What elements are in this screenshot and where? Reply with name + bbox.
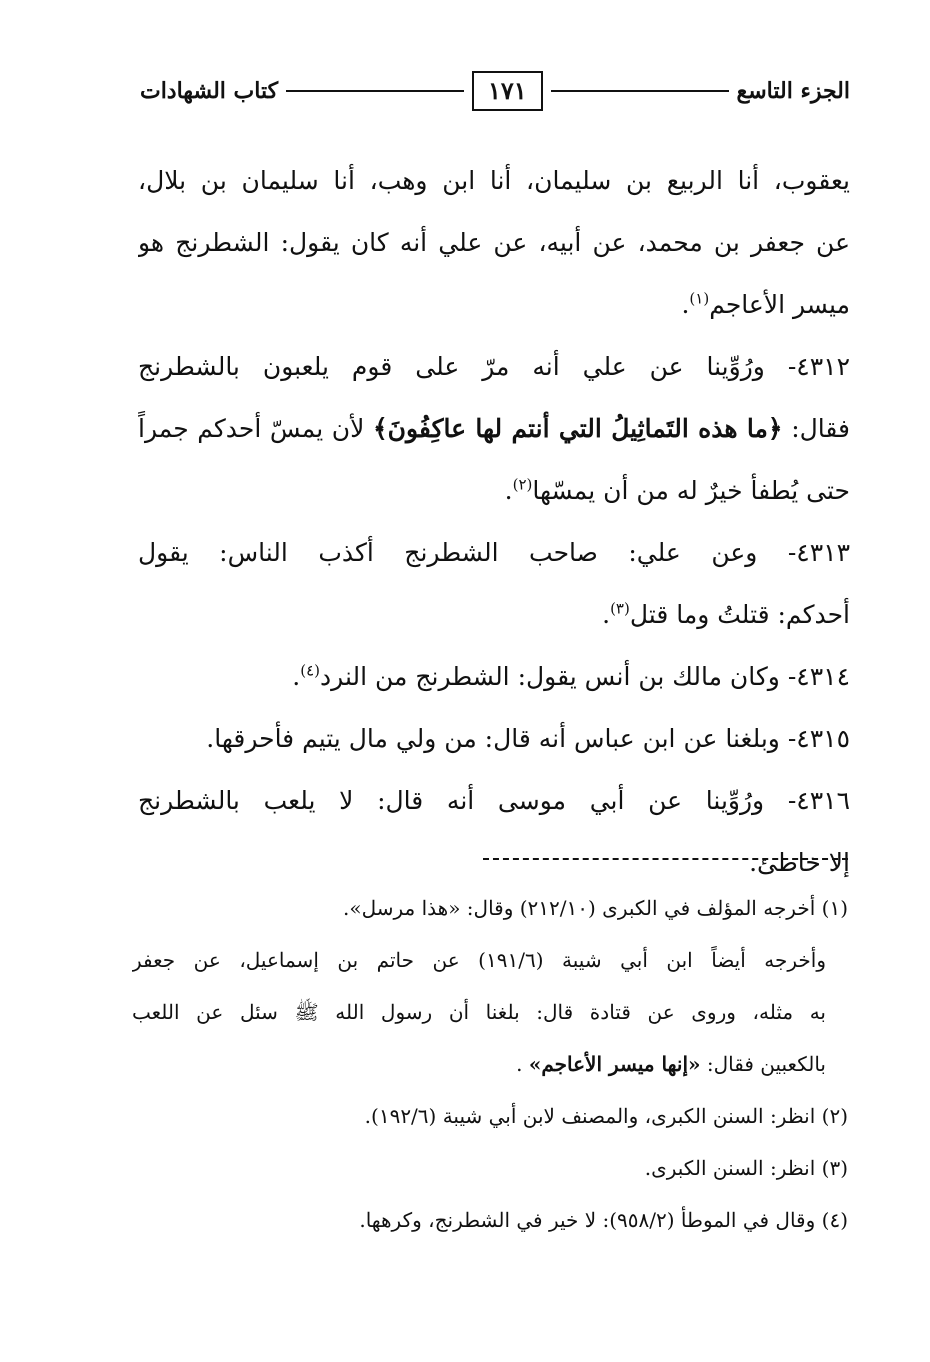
footnote-ref: (٤) (300, 661, 321, 680)
footnote-2: (٢) انظر: السنن الكبرى، والمصنف لابن أبي شيبة (١٩٢/٦). (364, 1104, 848, 1128)
footnote-ref: (١) (689, 289, 710, 308)
footnote-ref: (٣) (610, 599, 630, 618)
header-rule-left (286, 90, 464, 92)
text-span: حتى يُطفأ خيرٌ له من أن يمسّها (532, 476, 850, 505)
book-title: كتاب الشهادات (139, 78, 279, 104)
header-rule-right (551, 90, 729, 92)
footnote-3: (٣) انظر: السنن الكبرى. (644, 1156, 848, 1180)
text-line: أحدكم: قتلتُ وما قتل$^{(٣)}$. (602, 599, 850, 629)
footnote-1-line: به مثله، وروى عن قتادة قال: بلغنا أن رسول الله ﷺ سئل عن اللعب (132, 1000, 826, 1024)
running-header (140, 70, 850, 112)
text-line: عن جعفر بن محمد، عن أبيه، عن علي أنه كان يقول: الشطرنج هو (138, 228, 850, 257)
page-number: ١٧١ (472, 71, 543, 111)
text-line: حتى يُطفأ خيرٌ له من أن يمسّها$^{(٢)}$. (504, 475, 850, 505)
text-span: أحدكم: قتلتُ وما قتل (629, 600, 850, 629)
footnote-4: (٤) وقال في الموطأ (٩٥٨/٢): لا خير في الشطرنج، وكرهها. (359, 1208, 848, 1232)
main-text (138, 150, 850, 894)
text-span: بالكعبين فقال: (700, 1052, 826, 1076)
hadith-4312: ٤٣١٢- ورُوِّينا عن علي أنه مرّ على قوم يلعبون بالشطرنج (138, 352, 850, 381)
text-span: لأن يمسّ أحدكم جمراً (138, 414, 373, 443)
volume-label: الجزء التاسع (736, 78, 850, 104)
text-span: ميسر الأعاجم (709, 290, 850, 319)
quran-quote: ﴿ما هذه التَماثِيلُ التي أنتم لها عاكِفُونَ﴾ (373, 414, 783, 443)
footnote-1: (١) أخرجه المؤلف في الكبرى (٢١٢/١٠) وقال: «هذا مرسل». (343, 896, 848, 920)
text-span: فقال: (782, 414, 850, 443)
hadith-4313: ٤٣١٣- وعن علي: صاحب الشطرنج أكذب الناس: يقول (138, 538, 850, 567)
hadith-4315: ٤٣١٥- وبلغنا عن ابن عباس أنه قال: من ولي مال يتيم فأحرقها. (206, 724, 850, 753)
text-line: يعقوب، أنا الربيع بن سليمان، أنا ابن وهب، أنا سليمان بن بلال، (138, 166, 850, 195)
hadith-4314: ٤٣١٤- وكان مالك بن أنس يقول: الشطرنج من النرد$^{(٤)}$. (292, 661, 850, 691)
text-line: إلا خاطئ. (749, 848, 850, 877)
footnote-1-line (132, 1038, 848, 1090)
text-span: ٤٣١٤- وكان مالك بن أنس يقول: الشطرنج من النرد (320, 662, 850, 691)
hadith-quote: «إنها ميسر الأعاجم» (528, 1052, 701, 1076)
hadith-4316: ٤٣١٦- ورُوِّينا عن أبي موسى أنه قال: لا يلعب بالشطرنج (138, 786, 850, 815)
footnotes (132, 882, 848, 1246)
footnote-1-line: وأخرجه أيضاً ابن أبي شيبة (١٩١/٦) عن حاتم بن إسماعيل، عن جعفر (132, 948, 827, 972)
footnote-ref: (٢) (512, 475, 533, 494)
text-span: . (516, 1052, 529, 1076)
footnote-divider (483, 858, 848, 860)
text-line: ميسر الأعاجم$^{(١)}$. (681, 289, 850, 319)
text-line (138, 398, 850, 460)
